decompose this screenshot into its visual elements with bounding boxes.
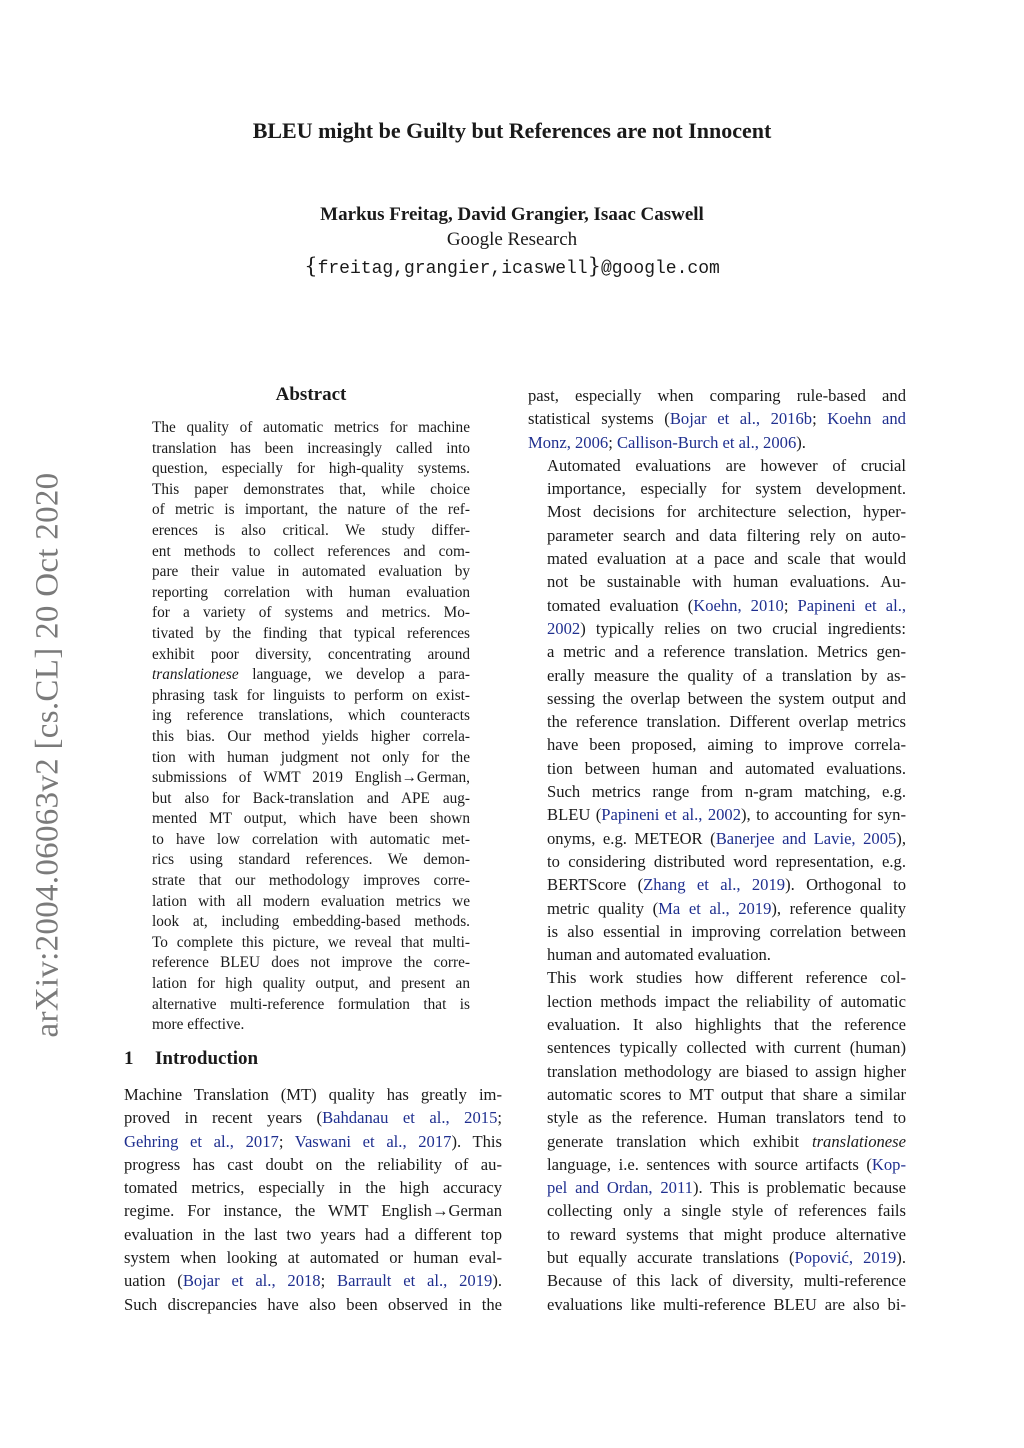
text-line: system when looking at automated or human eval-	[124, 1248, 502, 1268]
arxiv-identifier: arXiv:2004.06063v2 [cs.CL] 20 Oct 2020	[29, 472, 66, 1038]
text-line: 2002) typically relies on two crucial ingredients:	[547, 618, 906, 638]
citation-link[interactable]: Ma et al., 2019	[658, 898, 772, 918]
citation-link[interactable]: Zhang et al., 2019	[643, 875, 786, 895]
abstract-line: alternative multi-reference formulation that is	[152, 995, 470, 1013]
abstract-line: phrasing task for linguists to perform on exist-	[152, 686, 470, 704]
text-line: parameter search and data filtering rely on auto-	[547, 525, 906, 545]
abstract-line: reference BLEU does not improve the corre-	[152, 954, 470, 972]
text-line: past, especially when comparing rule-based and	[528, 386, 906, 405]
text-line: lection methods impact the reliability of automatic	[547, 991, 906, 1011]
text-line: erally measure the quality of a translation by as-	[547, 665, 906, 685]
paragraph	[528, 384, 906, 454]
citation-link[interactable]: Callison-Burch et al., 2006	[616, 432, 797, 452]
text-line: human and automated evaluation.	[547, 945, 771, 965]
citation-link[interactable]: Banerjee and Lavie, 2005	[715, 828, 897, 848]
citation-link[interactable]: Papineni et al.,	[797, 595, 906, 615]
text-line: sentences typically collected with current (human)	[547, 1038, 906, 1058]
abstract-line: translation has been increasingly called into	[152, 439, 470, 457]
abstract-line: to have low correlation with automatic met-	[152, 830, 470, 848]
text-line: sessing the overlap between the system output and	[547, 688, 906, 708]
email-brace-close: }	[587, 254, 601, 278]
abstract-line: submissions of WMT 2019 English→German,	[152, 769, 470, 787]
citation-link[interactable]: Gehring et al., 2017	[124, 1131, 279, 1151]
citation-link[interactable]: Popović, 2019	[794, 1247, 897, 1267]
paragraph	[528, 966, 906, 1315]
text-line: not be sustainable with human evaluations. Au-	[547, 572, 906, 592]
abstract-line: This paper demonstrates that, while choice	[152, 480, 470, 498]
citation-link[interactable]: 2002	[547, 618, 581, 638]
right-column	[528, 384, 906, 1316]
text-line: evaluation. It also highlights that the reference	[547, 1015, 906, 1035]
author-list: Markus Freitag, David Grangier, Isaac Caswell	[320, 204, 704, 225]
text-line: mated evaluation at a pace and scale that would	[547, 549, 906, 569]
text-line: Most decisions for architecture selection, hyper-	[547, 502, 906, 522]
abstract-line: for a variety of systems and metrics. Mo-	[152, 604, 470, 622]
text-line: onyms, e.g. METEOR (Banerjee and Lavie, 2005),	[547, 828, 906, 848]
text-line: language, i.e. sentences with source artifacts (Kop-	[547, 1154, 906, 1174]
affiliation: Google Research	[446, 229, 578, 250]
text-line: to reward systems that might produce alternative	[547, 1224, 906, 1244]
citation-link[interactable]: pel and Ordan, 2011	[547, 1178, 693, 1198]
citation-link[interactable]: Bojar et al., 2018	[182, 1271, 321, 1291]
text-line: Monz, 2006; Callison-Burch et al., 2006).	[528, 432, 806, 452]
intro-paragraph	[124, 1083, 502, 1316]
abstract-line: more effective.	[152, 1016, 245, 1034]
citation-link[interactable]: Koehn and	[827, 409, 906, 429]
text-line: importance, especially for system development.	[547, 479, 906, 499]
arxiv-sidebar	[28, 455, 68, 1055]
abstract-line: mented MT output, which have been shown	[152, 810, 470, 828]
abstract-line: reporting correlation with human evaluation	[152, 583, 470, 601]
citation-link[interactable]: Vaswani et al., 2017	[294, 1131, 452, 1151]
paper-title: BLEU might be Guilty but References are not Innocent	[252, 118, 772, 143]
text-line: generate translation which exhibit translationese	[547, 1131, 906, 1151]
email-users: freitag,grangier,icaswell	[317, 259, 588, 279]
text-line: a metric and a reference translation. Metrics gen-	[547, 642, 906, 662]
text-line: but equally accurate translations (Popović, 2019).	[547, 1247, 906, 1267]
text-line: the reference translation. Different overlap metrics	[547, 712, 906, 732]
text-line: BERTScore (Zhang et al., 2019). Orthogonal to	[547, 875, 906, 895]
abstract-line: lation for high quality output, and present an	[152, 975, 470, 993]
text-line: Such discrepancies have also been observed in the	[124, 1294, 502, 1314]
abstract-line: pare their value in automated evaluation by	[152, 563, 470, 581]
abstract-line: of metric is important, the nature of the ref-	[152, 501, 470, 519]
abstract-line: rics using standard references. We demon-	[152, 851, 470, 869]
text-line: statistical systems (Bojar et al., 2016b; Koehn and	[528, 409, 906, 429]
citation-link[interactable]: Koehn, 2010	[693, 595, 784, 615]
text-line: collecting only a single style of references fails	[547, 1201, 906, 1221]
abstract-line: but also for Back-translation and APE aug-	[152, 789, 470, 807]
text-line: progress has cast doubt on the reliability of au-	[124, 1154, 502, 1174]
citation-link[interactable]: Bahdanau et al., 2015	[322, 1108, 498, 1128]
citation-link[interactable]: Monz, 2006	[528, 432, 609, 452]
abstract-line: tivated by the finding that typical references	[152, 624, 470, 642]
citation-link[interactable]: Bojar et al., 2016b	[669, 409, 813, 429]
term-translationese: translationese	[811, 1131, 906, 1151]
abstract-line: question, especially for high-quality systems.	[152, 460, 470, 478]
text-line: tomated metrics, especially in the high accuracy	[124, 1178, 502, 1198]
citation-link[interactable]: Barrault et al., 2019	[337, 1271, 493, 1291]
abstract-line: exhibit poor diversity, concentrating around	[152, 645, 470, 663]
abstract-line: this bias. Our method yields higher correla-	[152, 727, 470, 745]
section-number: 1	[124, 1048, 134, 1069]
section-title: Introduction	[155, 1048, 259, 1069]
text-line: proved in recent years (Bahdanau et al., 2015;	[124, 1108, 502, 1128]
text-line: Such metrics range from n-gram matching, e.g.	[547, 782, 906, 802]
text-line: translation methodology are biased to assign higher	[547, 1061, 906, 1081]
email-domain: @google.com	[600, 259, 720, 279]
text-line: Because of this lack of diversity, multi-reference	[547, 1271, 906, 1291]
email-brace-open: {	[304, 254, 318, 278]
abstract-line: strate that our methodology improves corre-	[152, 872, 470, 890]
abstract-line: translationese language, we develop a para-	[152, 666, 470, 684]
text-line: tion between human and automated evaluations.	[547, 758, 906, 778]
text-line: Gehring et al., 2017; Vaswani et al., 2017). This	[124, 1131, 502, 1151]
text-line: evaluations like multi-reference BLEU are also bi-	[547, 1294, 906, 1314]
citation-link[interactable]: Papineni et al., 2002	[601, 805, 742, 825]
paragraph	[528, 454, 906, 967]
text-line: metric quality (Ma et al., 2019), reference quality	[547, 898, 906, 918]
text-line: style as the reference. Human translators tend to	[547, 1108, 906, 1128]
citation-link[interactable]: Kop-	[871, 1154, 906, 1174]
abstract-line: look at, including embedding-based methods.	[152, 913, 470, 931]
abstract-line: ing reference translations, which counteracts	[152, 707, 470, 725]
email-address	[0, 254, 1024, 279]
text-line: tomated evaluation (Koehn, 2010; Papineni et al.,	[547, 595, 906, 615]
text-line: regime. For instance, the WMT English→German	[124, 1201, 502, 1221]
text-line: This work studies how different reference col-	[547, 968, 906, 988]
section-heading-introduction	[124, 1048, 258, 1070]
text-line: uation (Bojar et al., 2018; Barrault et al., 2019).	[124, 1271, 503, 1291]
abstract-line: tion with human judgment not only for the	[152, 748, 470, 766]
abstract-line: erences is also critical. We study differ-	[152, 521, 470, 539]
text-line: evaluation in the last two years had a different top	[124, 1224, 502, 1244]
text-line: pel and Ordan, 2011). This is problematic because	[547, 1178, 906, 1198]
abstract-line: ent methods to collect references and com-	[152, 542, 470, 560]
text-line: automatic scores to MT output that share a similar	[547, 1084, 906, 1104]
abstract-line: To complete this picture, we reveal that multi-	[152, 933, 470, 951]
text-line: BLEU (Papineni et al., 2002), to accounting for syn-	[547, 805, 907, 825]
term-translationese: translationese	[152, 666, 239, 684]
text-line: Machine Translation (MT) quality has greatly im-	[124, 1085, 502, 1104]
abstract-line: The quality of automatic metrics for machine	[152, 419, 470, 436]
text-line: Automated evaluations are however of crucial	[547, 455, 906, 475]
abstract-line: lation with all modern evaluation metrics we	[152, 892, 470, 910]
abstract-heading: Abstract	[275, 384, 347, 405]
text-line: is also essential in improving correlation between	[547, 921, 906, 941]
text-line: have been proposed, aiming to improve correla-	[547, 735, 906, 755]
abstract-body	[152, 418, 470, 1036]
text-line: to considering distributed word representation, e.g.	[547, 851, 906, 871]
